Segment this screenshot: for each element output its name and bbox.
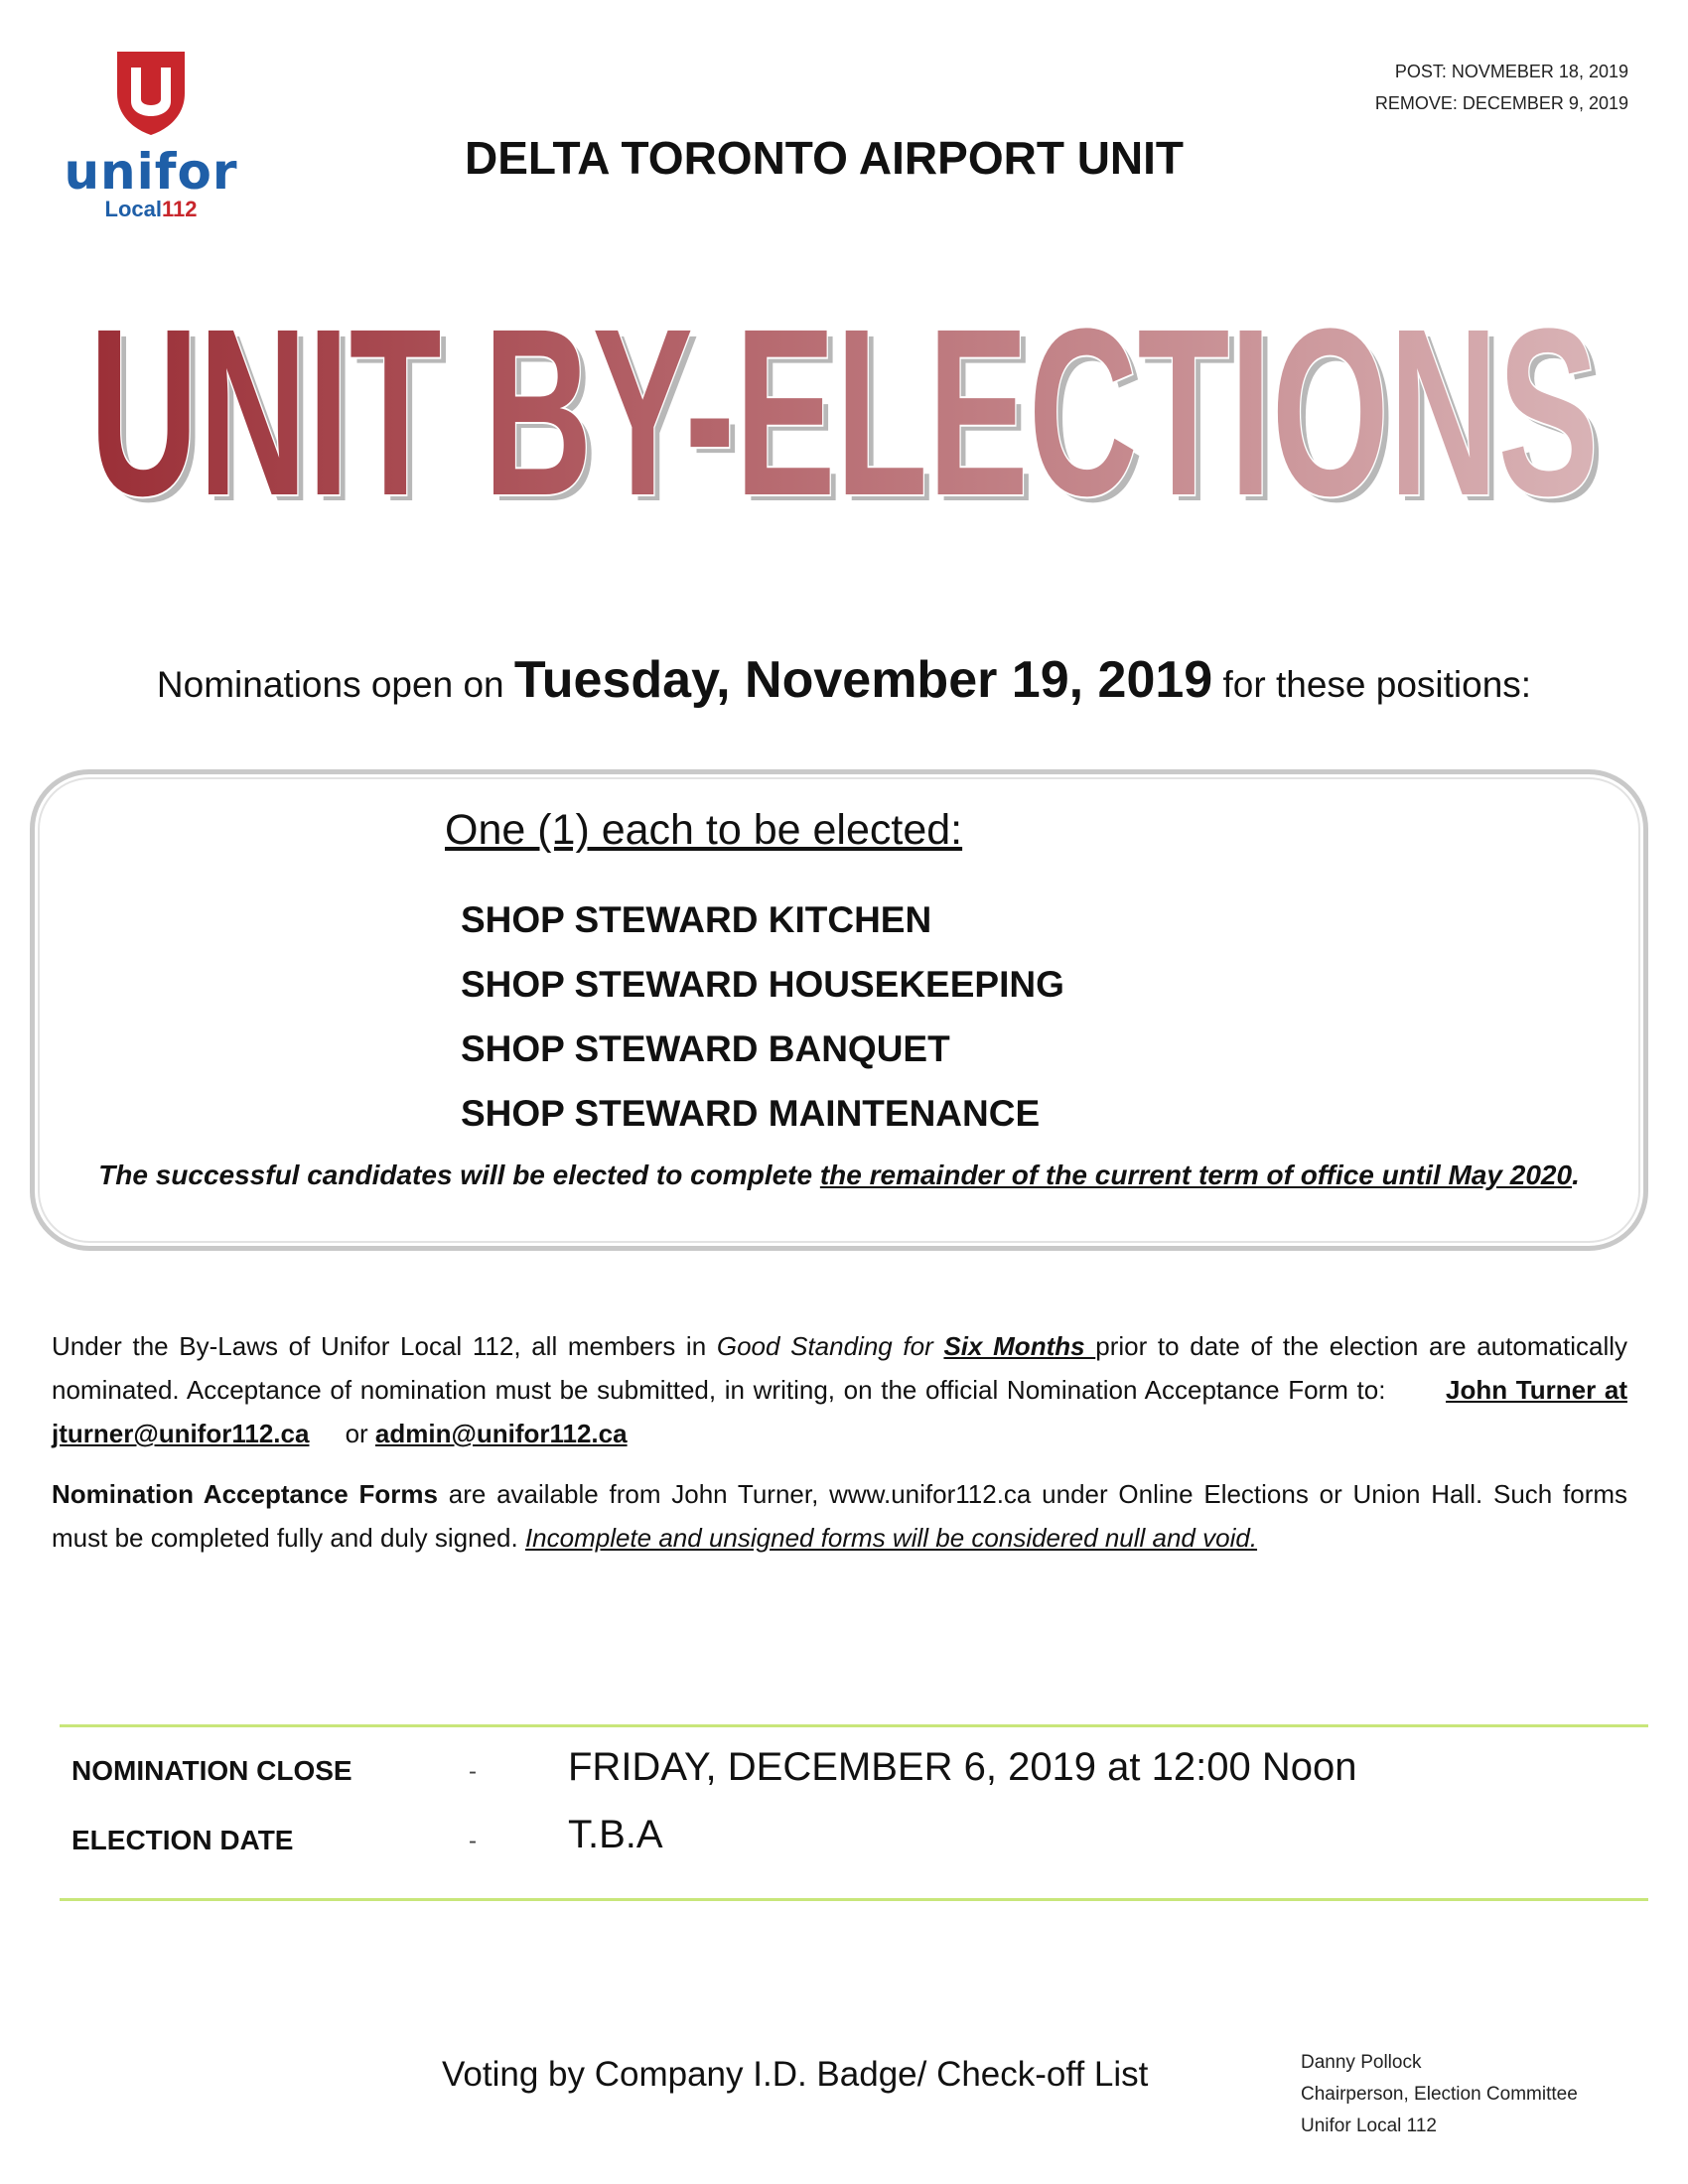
term-note-prefix: The successful candidates will be elected to complete [98,1160,820,1190]
logo-local [52,197,250,222]
position-item: SHOP STEWARD HOUSEKEEPING [461,964,1064,1005]
forms-text: are available from John Turner, www.unifor112.ca under Online Elections or Union Hall. Such forms must be completed fully and duly signed. [52,1479,1628,1553]
page-title-shadow: UNIT BY-ELECTIONS [95,288,1605,536]
schedule-value: T.B.A [568,1813,663,1856]
page-title [40,288,1648,536]
post-date: POST: NOVMEBER 18, 2019 [1394,62,1628,81]
bylaws-text-1: Under the By-Laws of Unifor Local 112, all members in [52,1331,717,1361]
posting-dates [1375,56,1628,119]
term-note-suffix: . [1572,1160,1580,1190]
unifor-shield-icon [113,48,189,137]
schedule-dash: - [469,1758,477,1785]
forms-paragraph [52,1472,1627,1560]
nominations-prefix: Nominations open on [156,664,514,705]
term-note-underlined: the remainder of the current term of office until May 2020 [819,1160,1573,1190]
schedule-value: FRIDAY, DECEMBER 6, 2019 at 12:00 Noon [568,1745,1357,1789]
contact-admin-link[interactable]: admin@unifor112.ca [374,1419,628,1448]
term-note [0,1160,1678,1191]
unit-title: DELTA TORONTO AIRPORT UNIT [464,132,1185,184]
position-item: SHOP STEWARD KITCHEN [461,899,932,940]
logo-local-number: 112 [161,197,198,221]
position-item: SHOP STEWARD MAINTENANCE [461,1093,1041,1134]
contact-john-turner-link[interactable]: John Turner at jturner@unifor112.ca [52,1375,1627,1448]
bylaws-six-months: Six Months [943,1331,1096,1361]
page-title-text: UNIT BY-ELECTIONS [89,288,1599,536]
schedule-dash: - [469,1828,477,1854]
signer-title: Chairperson, Election Committee [1301,2084,1578,2105]
remove-date: REMOVE: DECEMBER 9, 2019 [1374,93,1628,113]
bylaws-or: or [345,1419,368,1448]
signoff-block [1301,2047,1578,2142]
nominations-open-line [0,650,1688,710]
position-item: SHOP STEWARD BANQUET [461,1028,950,1069]
voting-method: Voting by Company I.D. Badge/ Check-off List [442,2055,1149,2094]
bylaws-text-2: prior to date of the election are automatically nominated. Acceptance of nomination must be submitted, in writing, on the official Nomination Acceptance Form to: [52,1331,1627,1405]
logo-wordmark: unifor [64,143,238,201]
forms-bold: Nomination Acceptance Forms [52,1479,438,1509]
positions-heading: One (1) each to be elected: [445,806,963,854]
schedule-label: NOMINATION CLOSE [71,1755,352,1786]
divider-bottom [60,1898,1648,1901]
forms-warning: Incomplete and unsigned forms will be considered null and void. [524,1523,1258,1553]
bylaws-paragraph [52,1324,1627,1455]
schedule-label: ELECTION DATE [71,1825,294,1855]
nominations-suffix: for these positions: [1212,664,1532,705]
logo-local-word: Local [104,197,162,221]
divider-top [60,1724,1648,1727]
bylaws-good-standing: Good Standing for [716,1331,944,1361]
nominations-date: Tuesday, November 19, 2019 [513,651,1213,709]
signer-name: Danny Pollock [1301,2052,1422,2073]
signer-org: Unifor Local 112 [1301,2116,1437,2136]
